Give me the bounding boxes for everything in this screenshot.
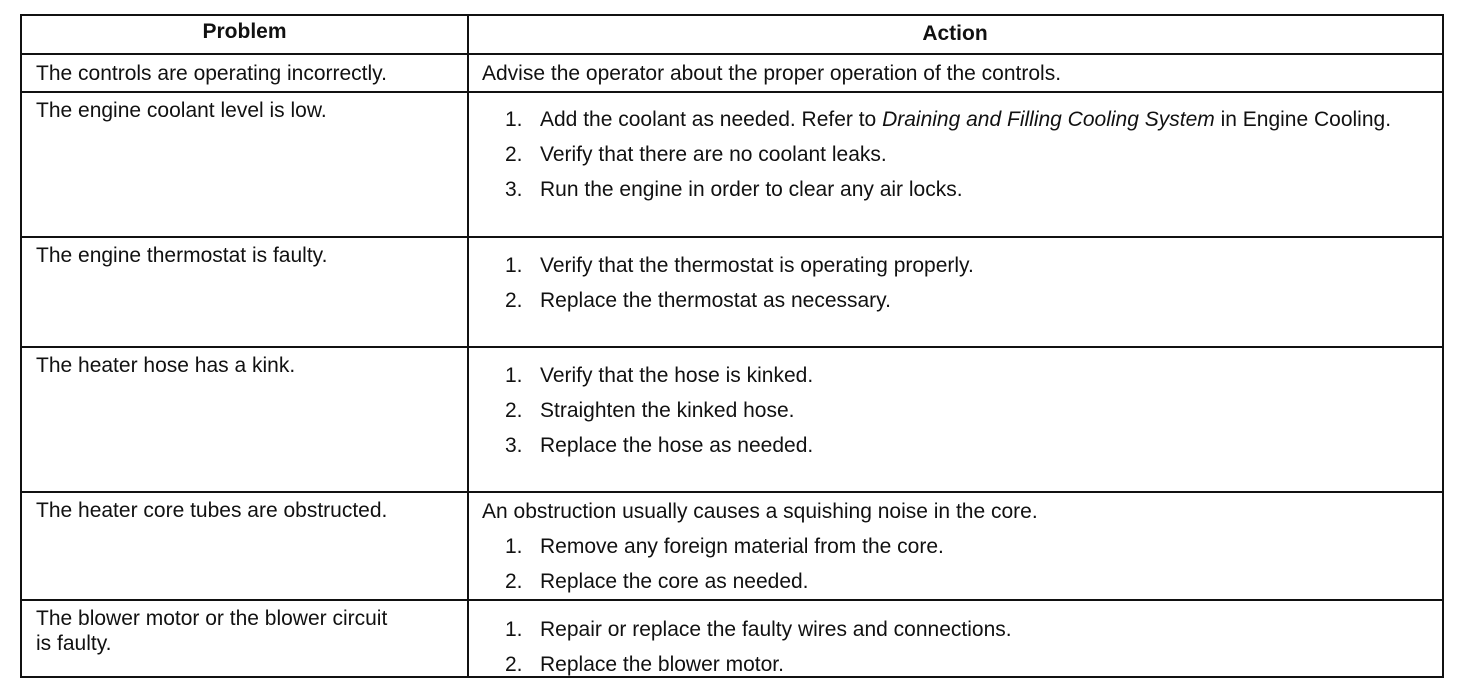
list-item: 2. Replace the thermostat as necessary.: [505, 289, 891, 312]
action-note: An obstruction usually causes a squishing noise in the core.: [482, 500, 1038, 523]
action-steps: [482, 617, 1428, 677]
list-item: 1. Verify that the hose is kinked.: [505, 364, 814, 387]
list-item: 1. Verify that the thermostat is operating properly.: [505, 254, 974, 277]
list-item: 2. Verify that there are no coolant leaks.: [505, 143, 887, 166]
action-steps: [482, 534, 1428, 594]
problem-cell: The controls are operating incorrectly.: [36, 62, 387, 85]
action-cell: [469, 93, 1442, 236]
action-note: Advise the operator about the proper operation of the controls.: [482, 62, 1062, 85]
table-row: [22, 91, 1442, 236]
table-row: [22, 346, 1442, 491]
troubleshooting-table: [20, 14, 1444, 678]
list-item: 1. Remove any foreign material from the core.: [505, 535, 944, 558]
action-cell: [469, 238, 1442, 346]
list-item: 1. Add the coolant as needed. Refer to Draining and Filling Cooling System in Engine Cooling.: [505, 108, 1392, 131]
header-problem: Problem: [202, 20, 287, 43]
problem-cell: The heater hose has a kink.: [36, 354, 296, 377]
list-item: 2. Replace the blower motor.: [505, 653, 784, 676]
header-action: Action: [922, 22, 988, 45]
action-steps: [482, 107, 1428, 202]
list-item: 1. Repair or replace the faulty wires and connections.: [505, 618, 1012, 641]
table-header-row: [22, 16, 1442, 53]
action-cell: [469, 493, 1442, 599]
problem-cell: The heater core tubes are obstructed.: [36, 499, 388, 522]
table-row: [22, 236, 1442, 346]
action-steps: [482, 363, 1428, 458]
action-cell: [469, 601, 1442, 676]
table-row: [22, 491, 1442, 599]
list-item: 2. Straighten the kinked hose.: [505, 399, 795, 422]
list-item: 2. Replace the core as needed.: [505, 570, 809, 593]
action-steps: [482, 253, 1428, 313]
list-item: 3. Run the engine in order to clear any air locks.: [505, 178, 963, 201]
action-cell: [469, 348, 1442, 491]
list-item: 3. Replace the hose as needed.: [505, 434, 814, 457]
reference-title: Draining and Filling Cooling System: [882, 108, 1215, 131]
problem-cell: The blower motor or the blower circuit is faulty.: [36, 607, 388, 655]
table-row: [22, 599, 1442, 676]
problem-cell: The engine thermostat is faulty.: [36, 244, 328, 267]
table-row: [22, 53, 1442, 91]
problem-cell: The engine coolant level is low.: [36, 99, 327, 122]
action-cell: [469, 55, 1442, 91]
